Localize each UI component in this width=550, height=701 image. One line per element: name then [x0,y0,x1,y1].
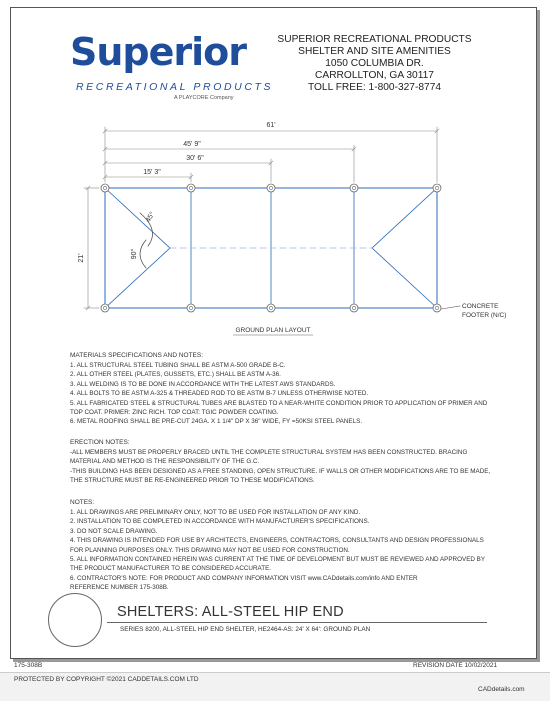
general-note: 5. ALL INFORMATION CONTAINED HEREIN WAS CURRENT AT THE TIME OF DEVELOPMENT BUT MUST BE REVIEWED AND APPROVED BY [70,555,486,563]
hip-line [372,248,437,308]
materials-note: 5. ALL FABRICATED STEEL & STRUCTURAL TUBES ARE BLASTED TO A NEAR-WHITE CONDITION PRIOR TO APPLICATION OF PRIMER AND [70,399,488,407]
brand-logo-wordmark: Superior [70,30,247,74]
drawing-title: SHELTERS: ALL-STEEL HIP END [117,604,344,620]
footer-circle [267,304,275,312]
materials-note: 4. ALL BOLTS TO BE ASTM A-325 & THREADED ROD TO BE ASTM B-7 UNLESS OTHERWISE NOTED. [70,390,369,398]
callout-leader [441,306,460,309]
caddetails-link[interactable]: CADdetails.com [478,686,525,693]
dim-overall: 61' [266,122,276,129]
erection-notes [70,448,490,486]
general-note: 2. INSTALLATION TO BE COMPLETED IN ACCORDANCE WITH MANUFACTURER'S SPECIFICATIONS. [70,518,370,526]
materials-note: TOP COAT. PRIMER: ZINC RICH. TOP COAT: TGIC POWDER COATING. [70,408,279,416]
footer-circle [350,184,358,192]
angle-45-label: 45° [145,210,157,224]
dim-45-9: 45' 9" [183,141,201,148]
materials-note: 3. ALL WELDING IS TO BE DONE IN ACCORDANCE WITH THE LATEST AWS STANDARDS. [70,380,336,388]
footer-circle [433,304,441,312]
drawing-subtitle: SERIES 8200, ALL-STEEL HIP END SHELTER, HE2464-AS: 24' X 64': GROUND PLAN [120,626,371,633]
revision-date: REVISION DATE 10/02/2021 [413,662,498,669]
address-line: 1050 COLUMBIA DR. [325,58,424,69]
brand-logo-subtitle: RECREATIONAL PRODUCTS [76,81,274,93]
erection-note: -THIS BUILDING HAS BEEN DESIGNED AS A FREE STANDING, OPEN STRUCTURE. IF WALLS OR OTHER MODIFICATIONS ARE TO BE MADE, [70,467,491,475]
materials-notes [70,361,487,427]
erection-note: THE STRUCTURE MUST BE RE-ENGINEERED PRIOR TO THESE MODIFICATIONS. [70,477,315,485]
erection-note: -ALL MEMBERS MUST BE PROPERLY BRACED UNTIL THE COMPLETE STRUCTURAL SYSTEM HAS BEEN CONSTRUCTED. BRACING [70,449,468,456]
hip-line [372,188,437,248]
general-note: 4. THIS DRAWING IS INTENDED FOR USE BY ARCHITECTS, ENGINEERS, CONTRACTORS, CONSULTANTS AND DESIGN PROFESSIONALS [70,537,484,545]
general-note: REFERENCE NUMBER 175-308B. [70,584,169,592]
title-circle-marker [48,593,102,647]
footer-callout-line2: FOOTER (N/C) [462,312,507,319]
dim-15-3: 15' 3" [143,169,161,176]
footer-circle [433,184,441,192]
address-line: SUPERIOR RECREATIONAL PRODUCTS [277,34,472,45]
brand-logo-tagline: A PLAYCORE Company [174,95,234,101]
footer-circle [267,184,275,192]
sheet-number: 175-308B [14,662,43,669]
address-line: TOLL FREE: 1-800-327-8774 [307,82,442,93]
footer-circle [187,304,195,312]
address-line: SHELTER AND SITE AMENITIES [298,46,451,57]
plan-label: GROUND PLAN LAYOUT [235,327,311,334]
footer-callout-line1: CONCRETE [462,303,499,310]
dim-30-6: 30' 6" [186,155,204,162]
materials-heading: MATERIALS SPECIFICATIONS AND NOTES: [70,352,204,359]
materials-note: 1. ALL STRUCTURAL STEEL TUBING SHALL BE ASTM A-500 GRADE B-C. [70,362,286,369]
erection-heading: ERECTION NOTES: [70,439,130,446]
general-note: 3. DO NOT SCALE DRAWING. [70,527,158,535]
materials-note: 6. METAL ROOFING SHALL BE PRE-CUT 24GA. X 1 1/4" DP X 36" WIDE, FY =50KSI STEEL PANELS. [70,418,363,426]
copyright-notice: PROTECTED BY COPYRIGHT ©2021 CADDETAILS.COM LTD [14,676,199,683]
footer-circle [101,304,109,312]
footer-circle [101,184,109,192]
title-divider [107,622,487,623]
address-line: CARROLLTON, GA 30117 [315,70,434,81]
dim-width: 21' [78,253,85,263]
footer-circle [350,304,358,312]
angle-90-label: 90° [131,248,138,260]
materials-note: 2. ALL OTHER STEEL (PLATES, GUSSETS, ETC.) SHALL BE ASTM A-36. [70,371,281,379]
general-note: THE PRODUCT MANUFACTURER TO BE CONSIDERED ACCURATE. [70,565,272,573]
general-notes-heading: NOTES: [70,499,95,506]
footer-circle [187,184,195,192]
general-note: FOR PLANNING PURPOSES ONLY. THIS DRAWING MAY NOT BE USED FOR CONSTRUCTION. [70,546,350,554]
erection-note: MATERIAL AND METHOD IS THE RESPONSIBILITY OF THE G.C. [70,458,260,466]
angle-arc-90 [140,240,146,268]
general-note: 1. ALL DRAWINGS ARE PRELIMINARY ONLY, NOT TO BE USED FOR INSTALLATION OF ANY KIND. [70,509,361,516]
hip-line [105,188,170,248]
general-notes [70,508,485,593]
general-note: 6. CONTRACTOR'S NOTE: FOR PRODUCT AND COMPANY INFORMATION VISIT www.CADdetails.com/info AND ENTER [70,574,418,582]
